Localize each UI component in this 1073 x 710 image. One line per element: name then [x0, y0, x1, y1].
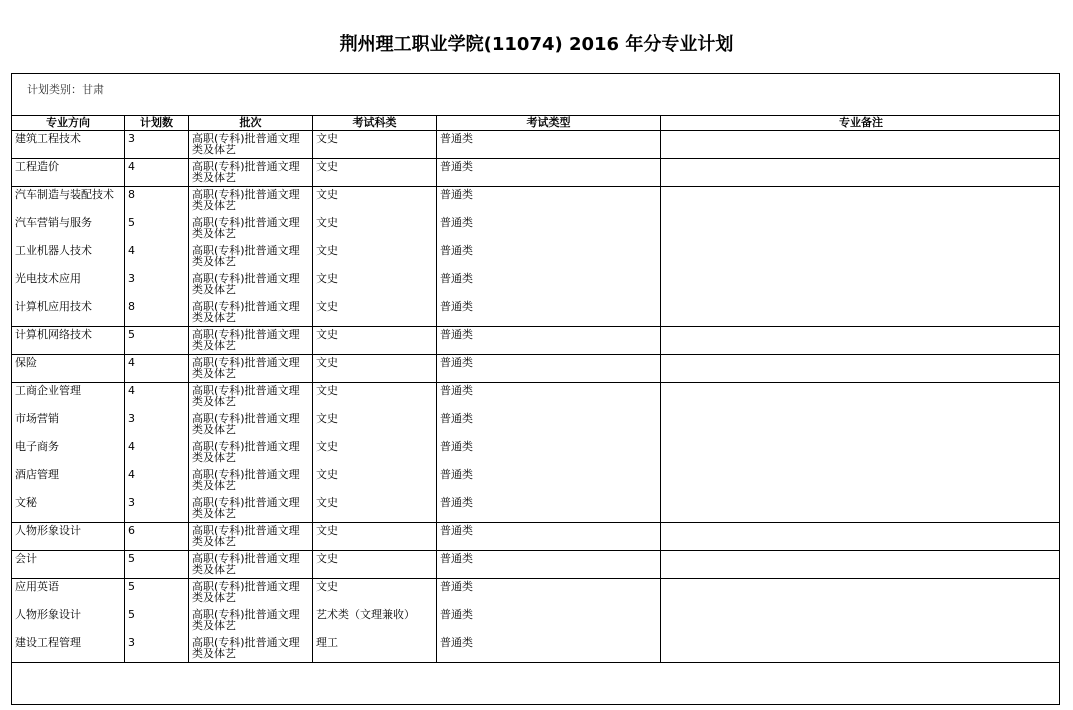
- major-cell: 文秘: [12, 495, 125, 523]
- batch-cell: 高职(专科)批普通文理类及体艺: [189, 579, 313, 607]
- note-cell: [661, 243, 1061, 271]
- note-cell: [661, 495, 1061, 523]
- subject-cell: 文史: [313, 187, 437, 215]
- subject-cell: 文史: [313, 243, 437, 271]
- major-cell: 计算机网络技术: [12, 327, 125, 355]
- count-cell: 5: [125, 327, 189, 355]
- count-cell: 3: [125, 411, 189, 439]
- batch-cell: 高职(专科)批普通文理类及体艺: [189, 383, 313, 411]
- batch-cell: 高职(专科)批普通文理类及体艺: [189, 131, 313, 159]
- count-cell: 4: [125, 355, 189, 383]
- note-cell: [661, 187, 1061, 215]
- major-cell: 工业机器人技术: [12, 243, 125, 271]
- exam-type-cell: 普通类: [437, 467, 661, 495]
- note-cell: [661, 439, 1061, 467]
- major-cell: 汽车制造与装配技术: [12, 187, 125, 215]
- count-cell: 3: [125, 495, 189, 523]
- table-row: [12, 327, 1061, 355]
- table-row: [12, 579, 1061, 607]
- subject-cell: 理工: [313, 635, 437, 663]
- exam-type-cell: 普通类: [437, 635, 661, 663]
- subject-cell: 文史: [313, 383, 437, 411]
- major-cell: 会计: [12, 551, 125, 579]
- major-cell: 工程造价: [12, 159, 125, 187]
- batch-cell: 高职(专科)批普通文理类及体艺: [189, 439, 313, 467]
- subject-cell: 文史: [313, 215, 437, 243]
- note-cell: [661, 467, 1061, 495]
- note-cell: [661, 383, 1061, 411]
- major-cell: 人物形象设计: [12, 607, 125, 635]
- header-subject: 考试科类: [313, 116, 437, 131]
- note-cell: [661, 411, 1061, 439]
- table-row: [12, 159, 1061, 187]
- count-cell: 3: [125, 271, 189, 299]
- subject-cell: 文史: [313, 579, 437, 607]
- exam-type-cell: 普通类: [437, 243, 661, 271]
- count-cell: 6: [125, 523, 189, 551]
- subject-cell: 文史: [313, 523, 437, 551]
- header-exam-type: 考试类型: [437, 116, 661, 131]
- table-row: [12, 355, 1061, 383]
- note-cell: [661, 523, 1061, 551]
- table-row: [12, 215, 1061, 243]
- major-cell: 应用英语: [12, 579, 125, 607]
- count-cell: 4: [125, 243, 189, 271]
- note-cell: [661, 271, 1061, 299]
- exam-type-cell: 普通类: [437, 131, 661, 159]
- table-row: [12, 299, 1061, 327]
- header-major: 专业方向: [12, 116, 125, 131]
- subject-cell: 文史: [313, 495, 437, 523]
- subject-cell: 文史: [313, 551, 437, 579]
- count-cell: 5: [125, 551, 189, 579]
- exam-type-cell: 普通类: [437, 187, 661, 215]
- count-cell: 4: [125, 383, 189, 411]
- note-cell: [661, 131, 1061, 159]
- major-cell: 电子商务: [12, 439, 125, 467]
- major-cell: 计算机应用技术: [12, 299, 125, 327]
- count-cell: 3: [125, 635, 189, 663]
- note-cell: [661, 551, 1061, 579]
- batch-cell: 高职(专科)批普通文理类及体艺: [189, 159, 313, 187]
- batch-cell: 高职(专科)批普通文理类及体艺: [189, 355, 313, 383]
- subject-cell: 文史: [313, 355, 437, 383]
- table-row: [12, 523, 1061, 551]
- batch-cell: 高职(专科)批普通文理类及体艺: [189, 635, 313, 663]
- subject-cell: 文史: [313, 467, 437, 495]
- table-row: [12, 607, 1061, 635]
- exam-type-cell: 普通类: [437, 215, 661, 243]
- plan-category: 计划类别：甘肃: [27, 83, 104, 96]
- note-cell: [661, 635, 1061, 663]
- exam-type-cell: 普通类: [437, 159, 661, 187]
- batch-cell: 高职(专科)批普通文理类及体艺: [189, 215, 313, 243]
- page-title: 荆州理工职业学院(11074) 2016 年分专业计划: [339, 34, 734, 55]
- batch-cell: 高职(专科)批普通文理类及体艺: [189, 299, 313, 327]
- count-cell: 4: [125, 159, 189, 187]
- count-cell: 5: [125, 579, 189, 607]
- table-row: [12, 271, 1061, 299]
- count-cell: 8: [125, 299, 189, 327]
- batch-cell: 高职(专科)批普通文理类及体艺: [189, 243, 313, 271]
- note-cell: [661, 607, 1061, 635]
- subject-cell: 文史: [313, 271, 437, 299]
- major-cell: 建设工程管理: [12, 635, 125, 663]
- exam-type-cell: 普通类: [437, 551, 661, 579]
- note-cell: [661, 299, 1061, 327]
- exam-type-cell: 普通类: [437, 523, 661, 551]
- subject-cell: 文史: [313, 411, 437, 439]
- subject-cell: 文史: [313, 327, 437, 355]
- header-batch: 批次: [189, 116, 313, 131]
- table-row: [12, 411, 1061, 439]
- exam-type-cell: 普通类: [437, 495, 661, 523]
- batch-cell: 高职(专科)批普通文理类及体艺: [189, 495, 313, 523]
- subject-cell: 艺术类（文理兼收）: [313, 607, 437, 635]
- major-cell: 保险: [12, 355, 125, 383]
- subject-cell: 文史: [313, 131, 437, 159]
- subject-cell: 文史: [313, 299, 437, 327]
- table-row: [12, 635, 1061, 663]
- note-cell: [661, 215, 1061, 243]
- header-count: 计划数: [125, 116, 189, 131]
- major-cell: 汽车营销与服务: [12, 215, 125, 243]
- batch-cell: 高职(专科)批普通文理类及体艺: [189, 551, 313, 579]
- batch-cell: 高职(专科)批普通文理类及体艺: [189, 271, 313, 299]
- batch-cell: 高职(专科)批普通文理类及体艺: [189, 467, 313, 495]
- major-cell: 市场营销: [12, 411, 125, 439]
- table-body: [12, 131, 1061, 663]
- table-row: [12, 243, 1061, 271]
- subject-cell: 文史: [313, 439, 437, 467]
- batch-cell: 高职(专科)批普通文理类及体艺: [189, 411, 313, 439]
- header-note: 专业备注: [661, 116, 1061, 131]
- table-row: [12, 495, 1061, 523]
- table-row: [12, 439, 1061, 467]
- exam-type-cell: 普通类: [437, 607, 661, 635]
- note-cell: [661, 159, 1061, 187]
- major-cell: 工商企业管理: [12, 383, 125, 411]
- exam-type-cell: 普通类: [437, 355, 661, 383]
- major-cell: 酒店管理: [12, 467, 125, 495]
- count-cell: 3: [125, 131, 189, 159]
- batch-cell: 高职(专科)批普通文理类及体艺: [189, 327, 313, 355]
- count-cell: 8: [125, 187, 189, 215]
- exam-type-cell: 普通类: [437, 271, 661, 299]
- note-cell: [661, 327, 1061, 355]
- count-cell: 5: [125, 215, 189, 243]
- exam-type-cell: 普通类: [437, 411, 661, 439]
- major-cell: 建筑工程技术: [12, 131, 125, 159]
- batch-cell: 高职(专科)批普通文理类及体艺: [189, 607, 313, 635]
- subject-cell: 文史: [313, 159, 437, 187]
- note-cell: [661, 355, 1061, 383]
- table-row: [12, 187, 1061, 215]
- batch-cell: 高职(专科)批普通文理类及体艺: [189, 523, 313, 551]
- major-cell: 光电技术应用: [12, 271, 125, 299]
- plan-table: [11, 115, 1060, 663]
- note-cell: [661, 579, 1061, 607]
- table-row: [12, 383, 1061, 411]
- table-header-row: [12, 116, 1061, 131]
- table-row: [12, 551, 1061, 579]
- exam-type-cell: 普通类: [437, 327, 661, 355]
- major-cell: 人物形象设计: [12, 523, 125, 551]
- count-cell: 5: [125, 607, 189, 635]
- plan-frame: [11, 73, 1060, 705]
- exam-type-cell: 普通类: [437, 299, 661, 327]
- count-cell: 4: [125, 467, 189, 495]
- exam-type-cell: 普通类: [437, 439, 661, 467]
- exam-type-cell: 普通类: [437, 383, 661, 411]
- batch-cell: 高职(专科)批普通文理类及体艺: [189, 187, 313, 215]
- table-row: [12, 131, 1061, 159]
- exam-type-cell: 普通类: [437, 579, 661, 607]
- count-cell: 4: [125, 439, 189, 467]
- table-row: [12, 467, 1061, 495]
